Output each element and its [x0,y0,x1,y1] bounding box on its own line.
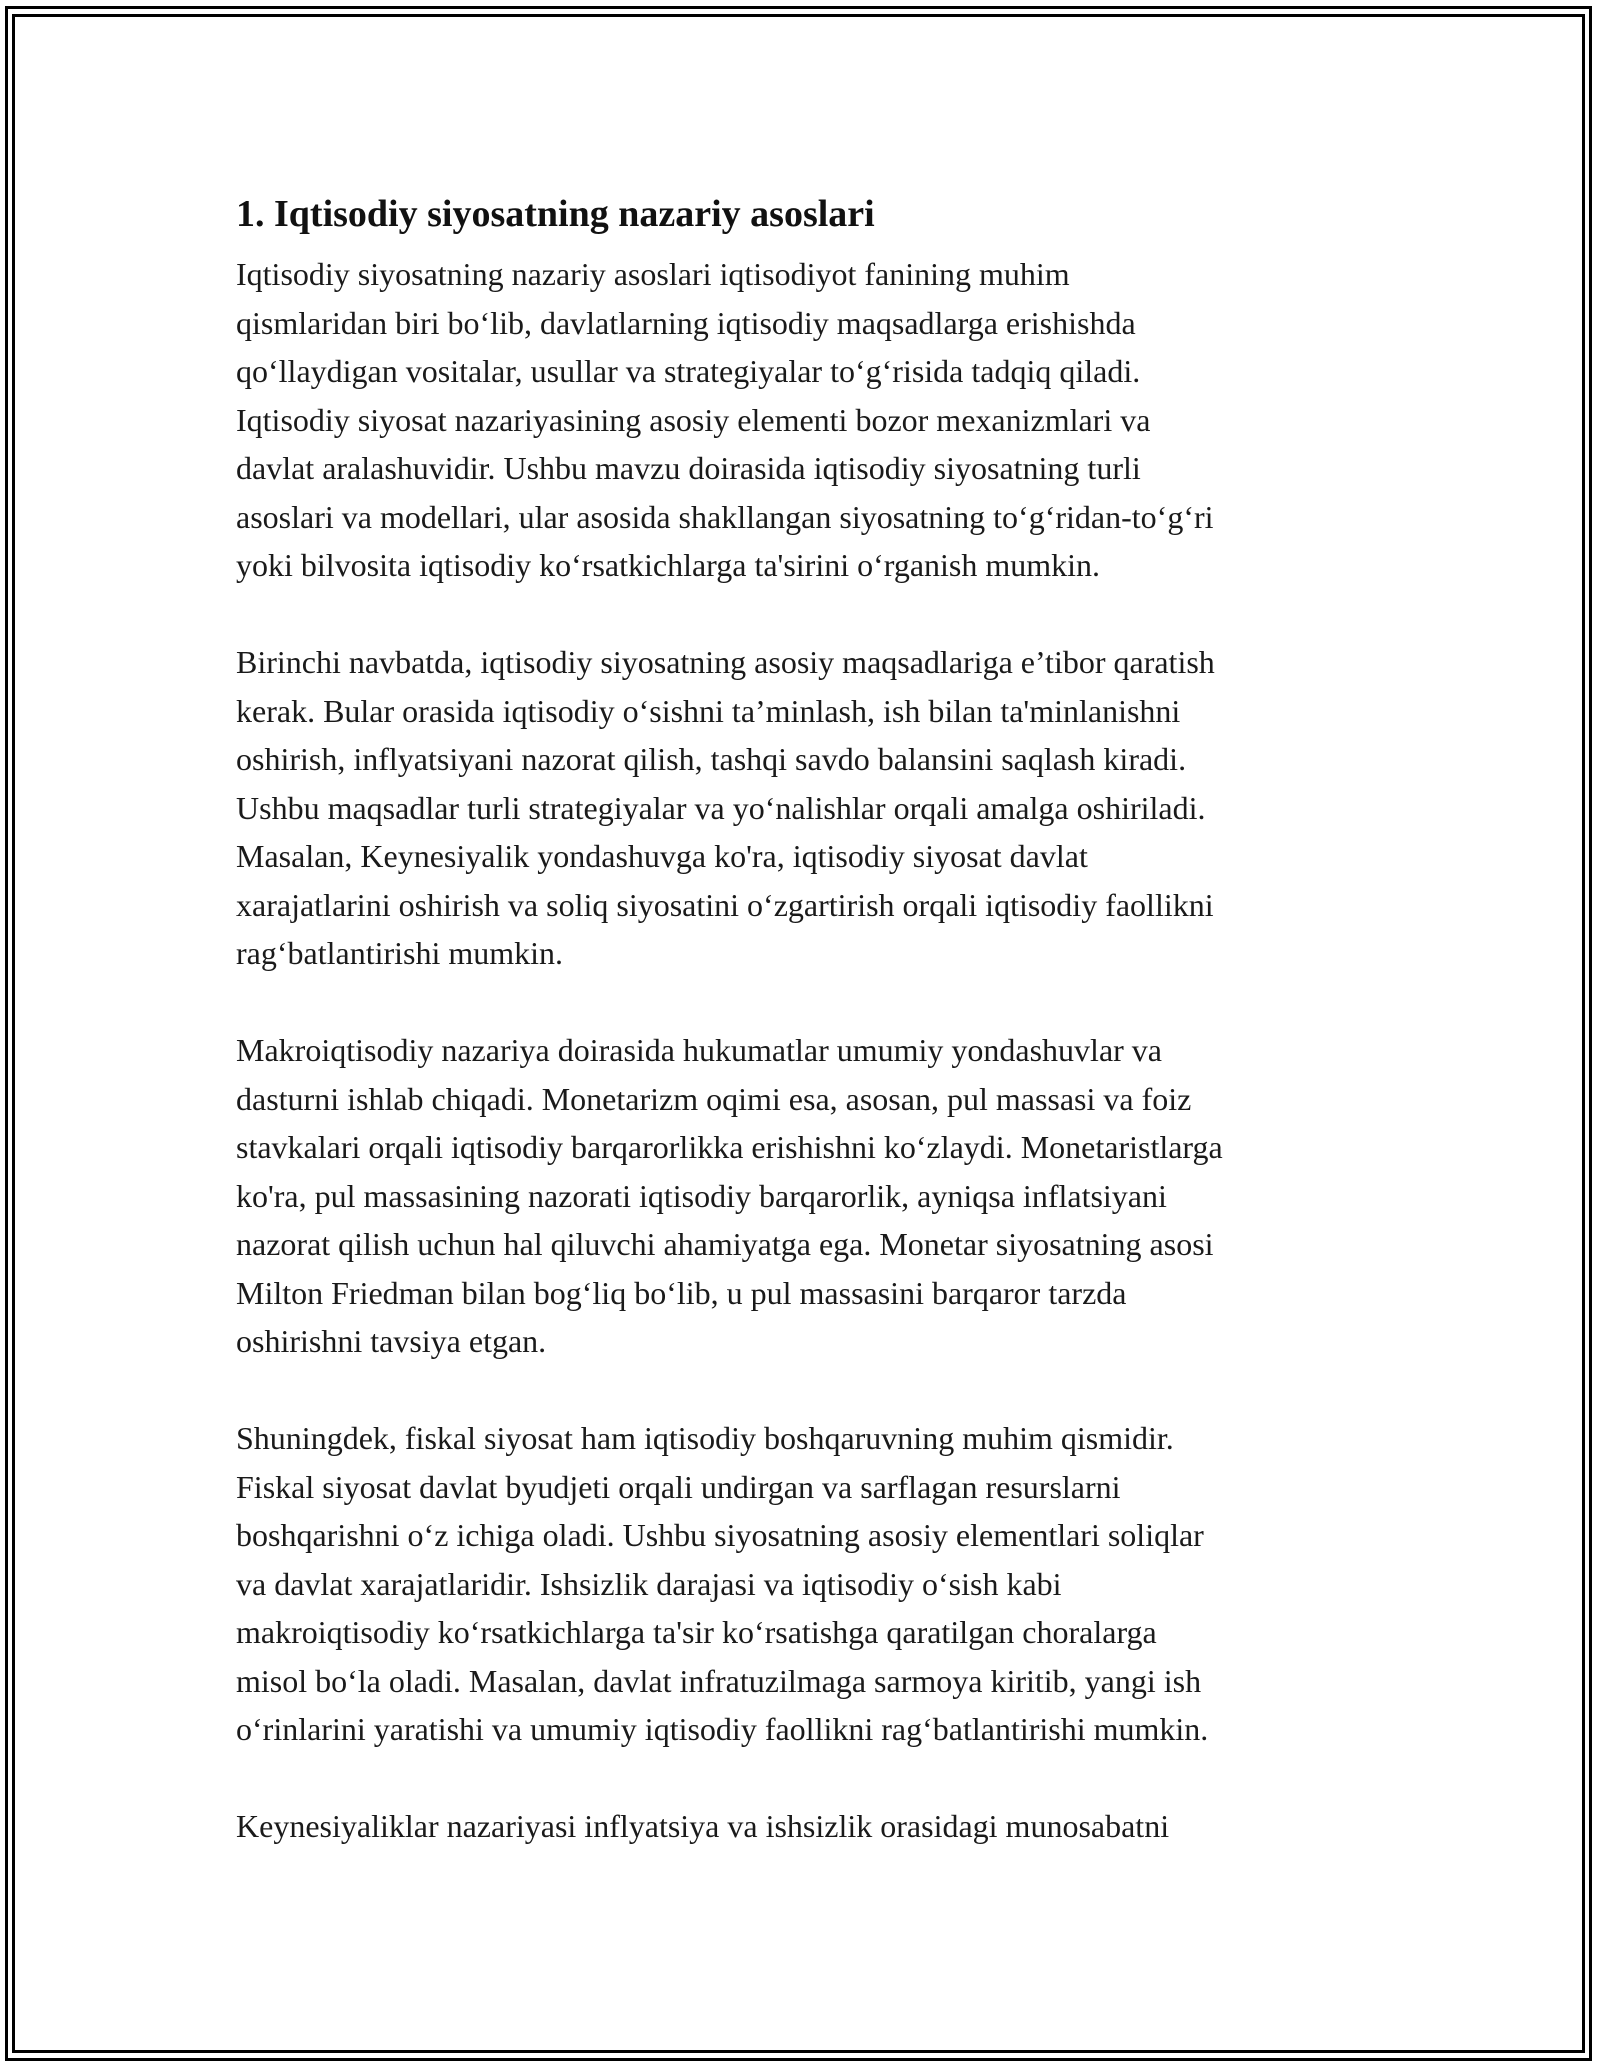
paragraph-line: stavkalari orqali iqtisodiy barqarorlikka erishishni ko‘zlaydi. Monetaristlarga [236,1129,1223,1165]
paragraph-line: qo‘llaydigan vositalar, usullar va strategiyalar to‘g‘risida tadqiq qiladi. [236,353,1141,389]
paragraph [236,638,1386,978]
section-heading: 1. Iqtisodiy siyosatning nazariy asoslari [236,193,875,235]
paragraph-line: o‘rinlarini yaratishi va umumiy iqtisodiy faollikni rag‘batlantirishi mumkin. [236,1711,1209,1747]
paragraph-line: Birinchi navbatda, iqtisodiy siyosatning asosiy maqsadlariga e’tibor qaratish [236,644,1215,680]
paragraph-line: Iqtisodiy siyosatning nazariy asoslari iqtisodiyot fanining muhim [236,256,1070,292]
paragraph-line: asoslari va modellari, ular asosida shakllangan siyosatning to‘g‘ridan-to‘g‘ri [236,498,1214,535]
paragraph-line: oshirish, inflyatsiyani nazorat qilish, tashqi savdo balansini saqlash kiradi. [236,741,1187,777]
paragraph-line: davlat aralashuvidir. Ushbu mavzu doirasida iqtisodiy siyosatning turli [236,450,1141,486]
paragraph-line: ko'ra, pul massasining nazorati iqtisodiy barqarorlik, ayniqsa inflatsiyani [236,1177,1167,1214]
paragraph-line: Masalan, Keynesiyalik yondashuvga ko'ra, iqtisodiy siyosat davlat [236,838,1088,874]
paragraph-line: misol bo‘la oladi. Masalan, davlat infratuzilmaga sarmoya kiritib, yangi ish [236,1662,1202,1699]
paragraph-line: dasturni ishlab chiqadi. Monetarizm oqimi esa, asosan, pul massasi va foiz [236,1080,1192,1117]
paragraph-line: nazorat qilish uchun hal qiluvchi ahamiyatga ega. Monetar siyosatning asosi [236,1226,1214,1262]
paragraph-line: yoki bilvosita iqtisodiy ko‘rsatkichlarga ta'sirini o‘rganish mumkin. [236,547,1101,583]
paragraph-line: xarajatlarini oshirish va soliq siyosatini o‘zgartirish orqali iqtisodiy faollikni [236,886,1214,923]
paragraph-line: Makroiqtisodiy nazariya doirasida hukumatlar umumiy yondashuvlar va [236,1032,1162,1068]
paragraph-line: qismlaridan biri bo‘lib, davlatlarning iqtisodiy maqsadlarga erishishda [236,304,1136,341]
paragraph [236,1802,1386,1851]
paragraph-line: rag‘batlantirishi mumkin. [236,935,564,971]
paragraph [236,250,1386,590]
paragraph-line: Ushbu maqsadlar turli strategiyalar va yo‘nalishlar orqali amalga oshiriladi. [236,789,1206,826]
paragraph-line: Iqtisodiy siyosat nazariyasining asosiy elementi bozor mexanizmlari va [236,401,1151,438]
paragraph-line: va davlat xarajatlaridir. Ishsizlik darajasi va iqtisodiy o‘sish kabi [236,1565,1062,1602]
paragraph [236,1414,1386,1754]
paragraph-line: Keynesiyaliklar nazariyasi inflyatsiya va ishsizlik orasidagi munosabatni [236,1808,1170,1844]
paragraph-line: Shuningdek, fiskal siyosat ham iqtisodiy boshqaruvning muhim qismidir. [236,1420,1174,1456]
paragraph-line: oshirishni tavsiya etgan. [236,1323,547,1359]
paragraph-line: makroiqtisodiy ko‘rsatkichlarga ta'sir ko‘rsatishga qaratilgan choralarga [236,1614,1157,1650]
paragraph [236,1026,1386,1366]
document-body [236,186,1386,1899]
paragraph-line: Milton Friedman bilan bog‘liq bo‘lib, u pul massasini barqaror tarzda [236,1274,1127,1311]
paragraph-line: Fiskal siyosat davlat byudjeti orqali undirgan va sarflagan resurslarni [236,1468,1121,1505]
paragraph-line: kerak. Bular orasida iqtisodiy o‘sishni ta’minlash, ish bilan ta'minlanishni [236,692,1181,729]
paragraph-line: boshqarishni o‘z ichiga oladi. Ushbu siyosatning asosiy elementlari soliqlar [236,1517,1204,1553]
